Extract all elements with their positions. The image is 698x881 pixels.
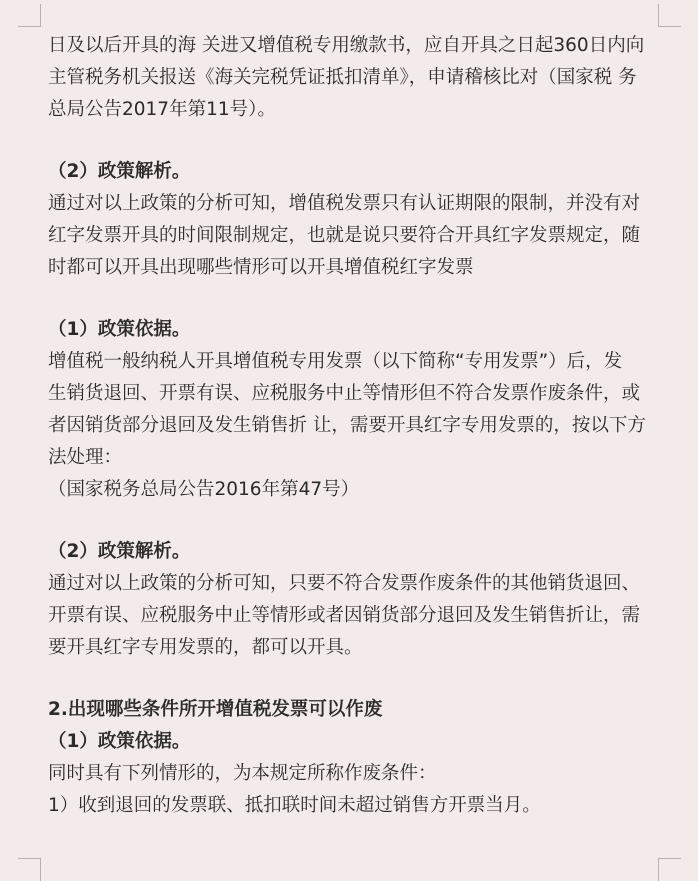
margin-corner-top-left [18,4,41,27]
text-line: 主管税务机关报送《海关完税凭证抵扣清单》，申请稽核比对（国家税 务 [48,67,637,88]
text-line: 生销货退回、开票有误、应税服务中止等情形但不符合发票作废条件，或 [48,383,641,404]
section-heading: （2）政策解析。 [48,161,191,182]
document-page [48,30,652,822]
text-line: 要开具红字专用发票的，都可以开具。 [48,637,363,658]
text-line: 增值税一般纳税人开具增值税专用发票（以下简称“专用发票”）后，发 [48,351,623,372]
text-line: 通过对以上政策的分析可知，只要不符合发票作废条件的其他销货退回、 [48,573,641,594]
section-heading: （2）政策解析。 [48,541,191,562]
list-item: 1）收到退回的发票联、抵扣联时间未超过销售方开票当月。 [48,795,541,816]
text-line: 红字发票开具的时间限制规定，也就是说只要符合开具红字发票规定，随 [48,225,641,246]
margin-corner-top-right [658,4,681,27]
text-line: 法处理： [48,447,123,468]
text-line: 日及以后开具的海 关进又增值税专用缴款书，应自开具之日起360日内向 [48,35,645,56]
text-line: 时都可以开具出现哪些情形可以开具增值税红字发票 [48,257,474,278]
section-heading: 2.出现哪些条件所开增值税发票可以作废 [48,699,383,720]
section-heading: （1）政策依据。 [48,319,191,340]
text-line: 同时具有下列情形的，为本规定所称作废条件： [48,763,437,784]
text-line: 开票有误、应税服务中止等情形或者因销货部分退回及发生销售折让，需 [48,605,641,626]
section-heading: （1）政策依据。 [48,731,191,752]
text-line: 通过对以上政策的分析可知，增值税发票只有认证期限的限制，并没有对 [48,193,641,214]
text-line: （国家税务总局公告2016年第47号） [48,479,360,500]
text-line: 总局公告2017年第11号）。 [48,99,276,120]
text-line: 者因销货部分退回及发生销售折 让，需要开具红字专用发票的，按以下方 [48,415,646,436]
